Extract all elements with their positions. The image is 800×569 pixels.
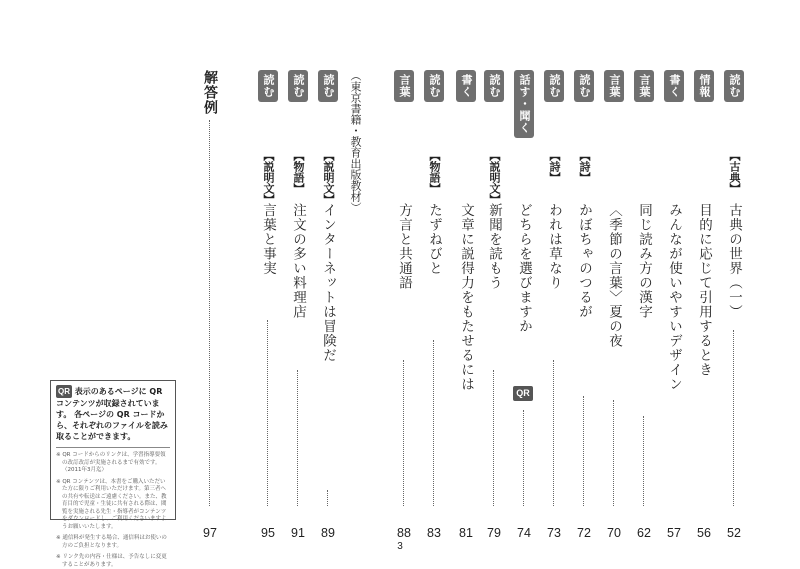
category-tag: 読む <box>484 70 504 102</box>
category-tag: 書く <box>456 70 476 102</box>
page-ref: 74 <box>517 526 531 540</box>
info-main-line-2: 各ページの QR コードから、それぞれのファイルを読み取ることができます。 <box>56 410 168 441</box>
toc-entry <box>284 70 312 540</box>
page-ref: 89 <box>321 526 335 540</box>
toc-entry <box>452 70 480 540</box>
genre-label: 【説明文】 <box>488 150 501 205</box>
dot-leader <box>403 360 404 506</box>
page-ref: 97 <box>203 526 217 540</box>
entry-title: 〈季節の言葉〉夏の夜 <box>606 203 622 348</box>
entry-title: 文章に説得力をもたせるには <box>458 203 474 392</box>
category-tag: 読む <box>318 70 338 102</box>
publisher-heading: （東京書籍・教育出版教材） <box>349 70 362 213</box>
entry-title: 同じ読み方の漢字 <box>636 203 652 319</box>
dot-leader <box>327 490 328 506</box>
category-tag: 読む <box>544 70 564 102</box>
toc-entry <box>510 70 538 540</box>
qr-icon: QR <box>58 387 70 396</box>
entry-title: みんなが使いやすいデザイン <box>666 203 682 392</box>
dot-leader <box>733 330 734 506</box>
toc-entry <box>660 70 688 540</box>
entry-title: 新聞を読もう <box>486 203 502 290</box>
info-note: ※ リンク先の内容・仕様は、予告なしに変更することがあります。 <box>56 554 167 568</box>
dot-leader <box>553 360 554 506</box>
genre-label: 【詩】 <box>578 150 591 183</box>
genre-label: 【物語】 <box>428 150 441 194</box>
divider <box>56 447 170 448</box>
page-ref: 72 <box>577 526 591 540</box>
toc-entry <box>314 70 342 540</box>
toc-entry <box>690 70 718 540</box>
dot-leader <box>433 340 434 506</box>
info-main-text <box>56 385 170 442</box>
category-tag: 読む <box>258 70 278 102</box>
dot-leader <box>267 320 268 506</box>
page-number: 3 <box>397 541 403 552</box>
dot-leader <box>523 410 524 506</box>
entry-title: われは草なり <box>546 203 562 290</box>
page-ref: 52 <box>727 526 741 540</box>
entry-title: 古典の世界（一） <box>726 203 742 319</box>
category-tag: 書く <box>664 70 684 102</box>
page-ref: 88 <box>397 526 411 540</box>
info-note: ※ QR コードからのリンクは、学習指導要領の改訂改訂が実施されるまで有効です。（2011年3月迄） <box>56 452 166 473</box>
genre-label: 【説明文】 <box>322 150 335 205</box>
toc-entry <box>630 70 658 540</box>
page-ref: 83 <box>427 526 441 540</box>
toc-entry <box>540 70 568 540</box>
category-tag: 情報 <box>694 70 714 102</box>
toc-entry-answers <box>196 70 224 540</box>
genre-label: 【物語】 <box>292 150 305 194</box>
qr-icon: QR <box>513 386 533 401</box>
page-ref: 79 <box>487 526 501 540</box>
page-ref: 62 <box>637 526 651 540</box>
page-ref: 70 <box>607 526 621 540</box>
page-ref: 73 <box>547 526 561 540</box>
entry-title: 注文の多い料理店 <box>290 203 306 319</box>
qr-info-box <box>50 380 176 568</box>
toc-entry <box>570 70 598 540</box>
toc-entry <box>480 70 508 540</box>
category-tag: 読む <box>424 70 444 102</box>
toc-entry <box>390 70 418 540</box>
toc-entry <box>600 70 628 540</box>
category-tag: 話す・聞く <box>514 70 534 138</box>
dot-leader <box>493 370 494 506</box>
category-tag: 読む <box>574 70 594 102</box>
page-ref: 81 <box>459 526 473 540</box>
category-tag: 言葉 <box>604 70 624 102</box>
entry-title: どちらを選びますか <box>516 203 532 334</box>
category-tag: 言葉 <box>394 70 414 102</box>
dot-leader <box>643 416 644 506</box>
entry-title: 言葉と事実 <box>260 203 276 276</box>
category-tag: 読む <box>288 70 308 102</box>
entry-title: 方言と共通語 <box>396 203 412 290</box>
dot-leader <box>613 400 614 506</box>
page-ref: 57 <box>667 526 681 540</box>
page-ref: 56 <box>697 526 711 540</box>
genre-label: 【説明文】 <box>262 150 275 205</box>
page-ref: 91 <box>291 526 305 540</box>
publisher-heading-col <box>340 70 368 540</box>
genre-label: 【古典】 <box>728 150 741 194</box>
category-tag: 言葉 <box>634 70 654 102</box>
info-main-line-1: 表示のあるページに QR コンテンツが収録されています。 <box>56 387 163 419</box>
entry-title: 目的に応じて引用するとき <box>696 203 712 377</box>
toc-entry <box>420 70 448 540</box>
toc-entry <box>720 70 748 540</box>
page-ref: 95 <box>261 526 275 540</box>
entry-title: インターネットは冒険だ <box>320 203 336 363</box>
toc-entry <box>254 70 282 540</box>
dot-leader <box>209 120 210 506</box>
entry-title: たずねびと <box>426 203 442 276</box>
info-note: ※ QR コンテンツは、本書をご購入いただいた方に限りご利用いただけます。第三者への共有や転送はご遠慮ください。また、教育目的で児童・生徒に共有される際は、閲覧を実施される先生・指導者がコンテンツをダウンロードし、ご利用くださいますようお願いいたします。 <box>56 478 167 530</box>
dot-leader <box>297 370 298 506</box>
genre-label: 【詩】 <box>548 150 561 183</box>
category-tag: 読む <box>724 70 744 102</box>
entry-title: かぼちゃのつるが <box>576 203 592 319</box>
info-note: ※ 通信料が発生する場合、通信料はお使いの方のご負担となります。 <box>56 535 167 549</box>
dot-leader <box>583 396 584 506</box>
answers-title: 解答例 <box>202 70 218 115</box>
